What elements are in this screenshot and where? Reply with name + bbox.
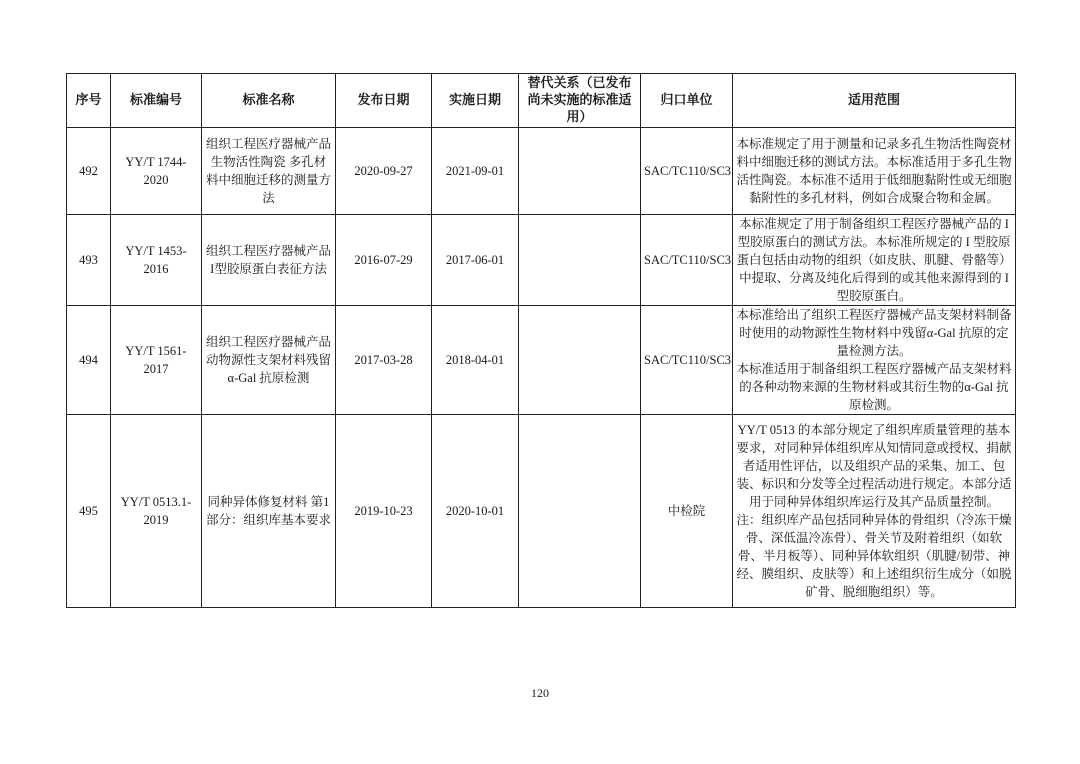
- header-pub-date: 发布日期: [336, 74, 432, 128]
- cell-unit: SAC/TC110/SC3: [641, 128, 733, 215]
- cell-seq: 493: [67, 215, 111, 306]
- cell-name: 组织工程医疗器械产品 动物源性支架材料残留α-Gal 抗原检测: [202, 306, 336, 415]
- cell-scope: [733, 415, 1016, 608]
- cell-unit: SAC/TC110/SC3: [641, 306, 733, 415]
- header-scope: 适用范围: [733, 74, 1016, 128]
- scope-paragraph: YY/T 0513 的本部分规定了组织库质量管理的基本要求，对同种异体组织库从知情同意或授权、捐献者适用性评估，以及组织产品的采集、加工、包装、标识和分发等全过程活动进行规定。本部分适用于同种异体组织库运行及其产品质量控制。: [736, 423, 1012, 509]
- cell-scope: [733, 215, 1016, 306]
- cell-replace: [519, 128, 641, 215]
- cell-seq: 494: [67, 306, 111, 415]
- cell-replace: [519, 415, 641, 608]
- cell-seq: 492: [67, 128, 111, 215]
- cell-pub-date: 2016-07-29: [336, 215, 432, 306]
- page-number: 120: [531, 686, 549, 700]
- table-row: [67, 215, 1016, 306]
- cell-impl-date: 2018-04-01: [432, 306, 519, 415]
- header-name: 标准名称: [202, 74, 336, 128]
- scope-paragraph: 本标准规定了用于制备组织工程医疗器械产品的 I 型胶原蛋白的测试方法。本标准所规定的 I 型胶原蛋白包括由动物的组织（如皮肤、肌腱、骨骼等）中提取、分离及纯化后得到的或其他来源得到的 I 型胶原蛋白。: [736, 217, 1012, 303]
- scope-paragraph: 本标准给出了组织工程医疗器械产品支架材料制备时使用的动物源性生物材料中残留α-Gal 抗原的定量检测方法。: [736, 308, 1012, 358]
- cell-code: YY/T 1561-2017: [111, 306, 202, 415]
- header-impl-date: 实施日期: [432, 74, 519, 128]
- standards-table: [66, 73, 1016, 608]
- cell-impl-date: 2021-09-01: [432, 128, 519, 215]
- scope-paragraph: 注：组织库产品包括同种异体的骨组织（冷冻干燥骨、深低温冷冻骨）、骨关节及附着组织（如软骨、半月板等）、同种异体软组织（肌腱/韧带、神经、膜组织、皮肤等）和上述组织衍生成分（如脱矿骨、脱细胞组织）等。: [736, 513, 1012, 599]
- cell-impl-date: 2020-10-01: [432, 415, 519, 608]
- cell-pub-date: 2019-10-23: [336, 415, 432, 608]
- cell-pub-date: 2017-03-28: [336, 306, 432, 415]
- header-code: 标准编号: [111, 74, 202, 128]
- header-seq: 序号: [67, 74, 111, 128]
- cell-name: 组织工程医疗器械产品 I型胶原蛋白表征方法: [202, 215, 336, 306]
- cell-code: YY/T 1744-2020: [111, 128, 202, 215]
- cell-seq: 495: [67, 415, 111, 608]
- cell-unit: SAC/TC110/SC3: [641, 215, 733, 306]
- cell-code: YY/T 0513.1-2019: [111, 415, 202, 608]
- cell-unit: 中检院: [641, 415, 733, 608]
- cell-code: YY/T 1453-2016: [111, 215, 202, 306]
- cell-replace: [519, 306, 641, 415]
- header-row: [67, 74, 1016, 128]
- header-replace: 替代关系（已发布尚未实施的标准适用）: [519, 74, 641, 128]
- cell-pub-date: 2020-09-27: [336, 128, 432, 215]
- scope-paragraph: 本标准适用于制备组织工程医疗器械产品支架材料的各种动物来源的生物材料或其衍生物的α-Gal 抗原检测。: [736, 362, 1012, 412]
- cell-scope: [733, 306, 1016, 415]
- table-row: [67, 306, 1016, 415]
- cell-replace: [519, 215, 641, 306]
- table-row: [67, 415, 1016, 608]
- cell-name: 同种异体修复材料 第1部分：组织库基本要求: [202, 415, 336, 608]
- header-unit: 归口单位: [641, 74, 733, 128]
- table-row: [67, 128, 1016, 215]
- scope-paragraph: 本标准规定了用于测量和记录多孔生物活性陶瓷材料中细胞迁移的测试方法。本标准适用于多孔生物活性陶瓷。本标准不适用于低细胞黏附性或无细胞黏附性的多孔材料，例如合成聚合物和金属。: [736, 137, 1012, 205]
- cell-impl-date: 2017-06-01: [432, 215, 519, 306]
- cell-name: 组织工程医疗器械产品 生物活性陶瓷 多孔材料中细胞迁移的测量方法: [202, 128, 336, 215]
- cell-scope: [733, 128, 1016, 215]
